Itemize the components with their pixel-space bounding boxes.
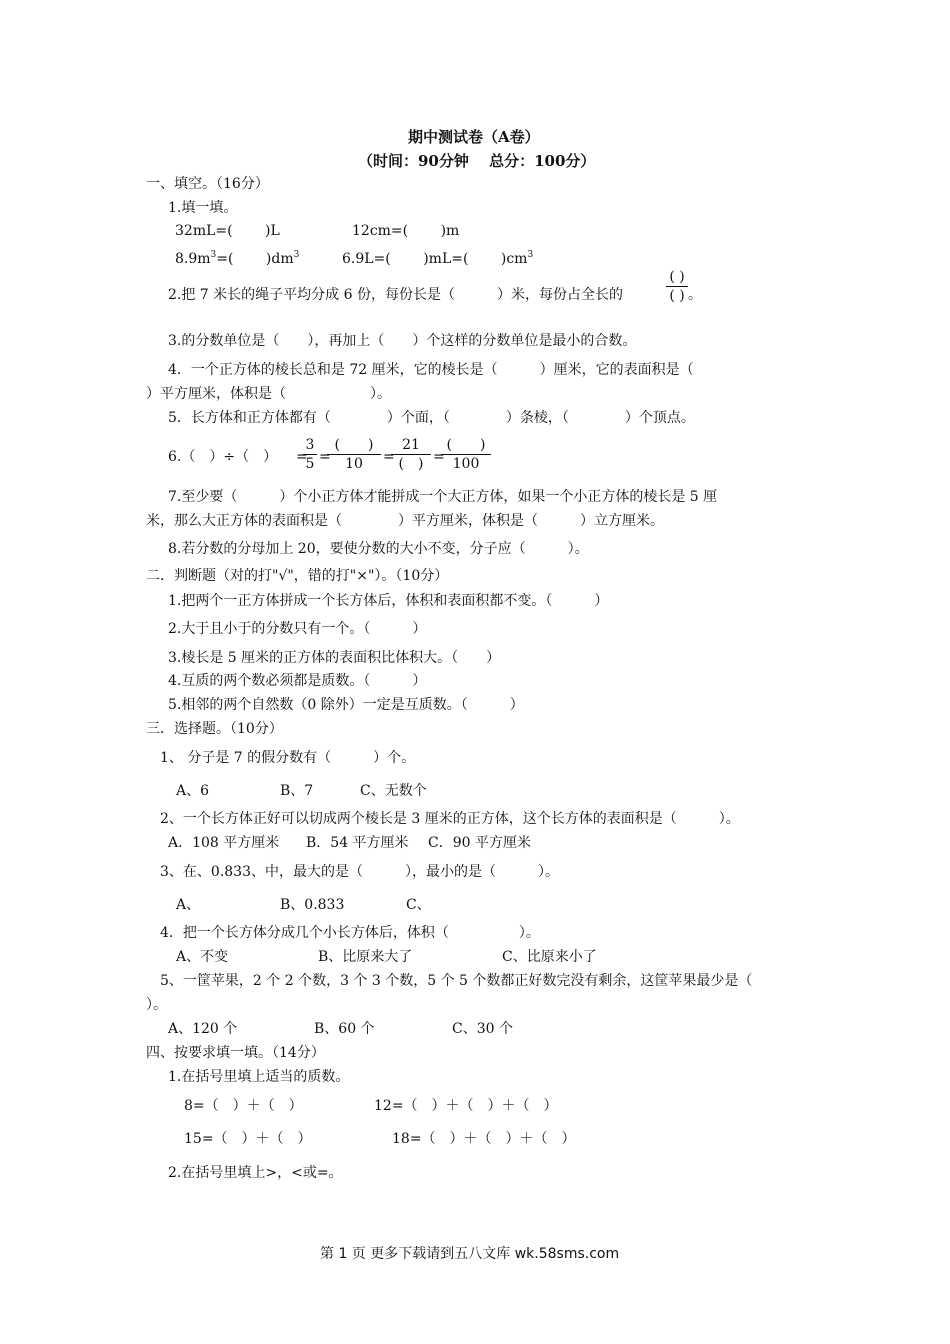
s1-q6-frac2: ( ) 10 <box>327 436 381 473</box>
s1-q6-eq3: = <box>383 449 395 465</box>
s3-q3-opt: C、 <box>406 897 431 913</box>
s1-q1-row1a: 32mL=( )L <box>175 223 280 239</box>
section1-heading: 一、填空。（16分） <box>146 176 269 192</box>
s1-q1-row1b: 12cm=( )m <box>352 223 460 239</box>
s3-q4-opt: C、比原来小了 <box>502 949 597 965</box>
s4-q1-c: 15=（ ）＋（ ） <box>184 1131 312 1147</box>
s3-q4-opt: B、比原来大了 <box>318 949 413 965</box>
page-subtitle: （时间：90分钟 总分：100分） <box>358 152 596 170</box>
s4-q1: 1.在括号里填上适当的质数。 <box>168 1069 350 1085</box>
s3-q3-opt: A、 <box>176 897 201 913</box>
page-title: 期中测试卷（A卷） <box>408 128 540 146</box>
s3-q1-opt: A、6 <box>176 783 210 799</box>
s1-q6-prefix: 6.（ ）÷（ ） <box>168 449 278 465</box>
s2-item: 1.把两个一正方体拼成一个长方体后，体积和表面积都不变。（ ） <box>168 593 609 609</box>
s3-q5-opt: C、30 个 <box>452 1021 513 1037</box>
s1-q6-frac4: ( ) 100 <box>441 436 491 473</box>
s1-q4-line1: 4．一个正方体的棱长总和是 72 厘米，它的棱长是（ ）厘米，它的表面积是（ <box>168 362 694 378</box>
section4-heading: 四、按要求填一填。（14分） <box>146 1045 325 1061</box>
s1-q5: 5．长方体和正方体都有（ ）个面，（ ）条棱，（ ）个顶点。 <box>168 410 695 426</box>
s1-q2-end: 。 <box>688 287 702 303</box>
s1-q3: 3.的分数单位是（ ），再加上（ ）个这样的分数单位是最小的合数。 <box>168 333 637 349</box>
s3-q1: 1、 分子是 7 的假分数有（ ）个。 <box>160 750 416 766</box>
s3-q5-opt: B、60 个 <box>314 1021 375 1037</box>
page-footer: 第 1 页 更多下载请到五八文库 wk.58sms.com <box>320 1246 620 1262</box>
section2-heading: 二．判断题（对的打"√"，错的打"×"）。（10分） <box>146 568 449 584</box>
s1-q6-frac3: 21 ( ) <box>391 436 431 473</box>
s3-q3: 3、在、0.833、中，最大的是（ ），最小的是（ ）。 <box>160 864 559 880</box>
s2-item: 2.大于且小于的分数只有一个。（ ） <box>168 621 427 637</box>
s4-q1-d: 18=（ ）＋（ ）＋（ ） <box>392 1131 576 1147</box>
s2-item: 5.相邻的两个自然数（0 除外）一定是互质数。（ ） <box>168 697 524 713</box>
s3-q5-opt: A、120 个 <box>168 1021 238 1037</box>
s3-q4: 4．把一个长方体分成几个小长方体后，体积（ ）。 <box>160 925 540 941</box>
s1-q6-eq1: = <box>296 449 308 465</box>
s3-q5-line1: 5、一筐苹果，2 个 2 个数，3 个 3 个数，5 个 5 个数都正好数完没有剩余，这筐苹果最少是（ <box>160 973 753 989</box>
s1-q4-line2: ）平方厘米，体积是（ ）。 <box>146 386 391 402</box>
s1-q7-line2: 米，那么大正方体的表面积是（ ）平方厘米，体积是（ ）立方厘米。 <box>146 513 664 529</box>
section3-heading: 三．选择题。（10分） <box>146 721 283 737</box>
s4-q1-b: 12=（ ）＋（ ）＋（ ） <box>374 1098 558 1114</box>
s4-q1-a: 8=（ ）＋（ ） <box>184 1098 303 1114</box>
s1-q1-row2b: 6.9L=( )mL=( )$cm^3$ <box>342 250 534 267</box>
s3-q2-opt: B．54 平方厘米 <box>306 835 409 851</box>
s3-q2-opt: A．108 平方厘米 <box>168 835 280 851</box>
s1-q6-eq4: = <box>433 449 445 465</box>
s1-q2: 2.把 7 米长的绳子平均分成 6 份，每份长是（ ）米，每份占全长的 <box>168 287 623 303</box>
s4-q2: 2.在括号里填上>，<或=。 <box>168 1165 343 1181</box>
s1-q1-row2a: $8.9m^3=$( )$dm^3$ <box>175 250 300 267</box>
s3-q2: 2、一个长方体正好可以切成两个棱长是 3 厘米的正方体，这个长方体的表面积是（ ）。 <box>160 811 740 827</box>
s1-q7-line1: 7.至少要（ ）个小正方体才能拼成一个大正方体，如果一个小正方体的棱长是 5 厘 <box>168 489 718 505</box>
s3-q3-opt: B、0.833 <box>280 897 345 913</box>
s3-q5-line2: ）。 <box>146 997 167 1013</box>
s1-q6-eq2: = <box>319 449 331 465</box>
s1-q6-frac1: 3 5 <box>303 436 317 473</box>
s3-q1-opt: C、无数个 <box>360 783 427 799</box>
s3-q2-opt: C．90 平方厘米 <box>428 835 531 851</box>
s1-q2-fraction: ( ) ( ) <box>666 268 688 305</box>
s2-item: 4.互质的两个数必须都是质数。（ ） <box>168 673 427 689</box>
s3-q4-opt: A、不变 <box>176 949 229 965</box>
s2-item: 3.棱长是 5 厘米的正方体的表面积比体积大。（ ） <box>168 650 501 666</box>
s1-q1-label: 1.填一填。 <box>168 200 238 216</box>
s1-q8: 8.若分数的分母加上 20，要使分数的大小不变，分子应（ ）。 <box>168 541 589 557</box>
s3-q1-opt: B、7 <box>280 783 314 799</box>
